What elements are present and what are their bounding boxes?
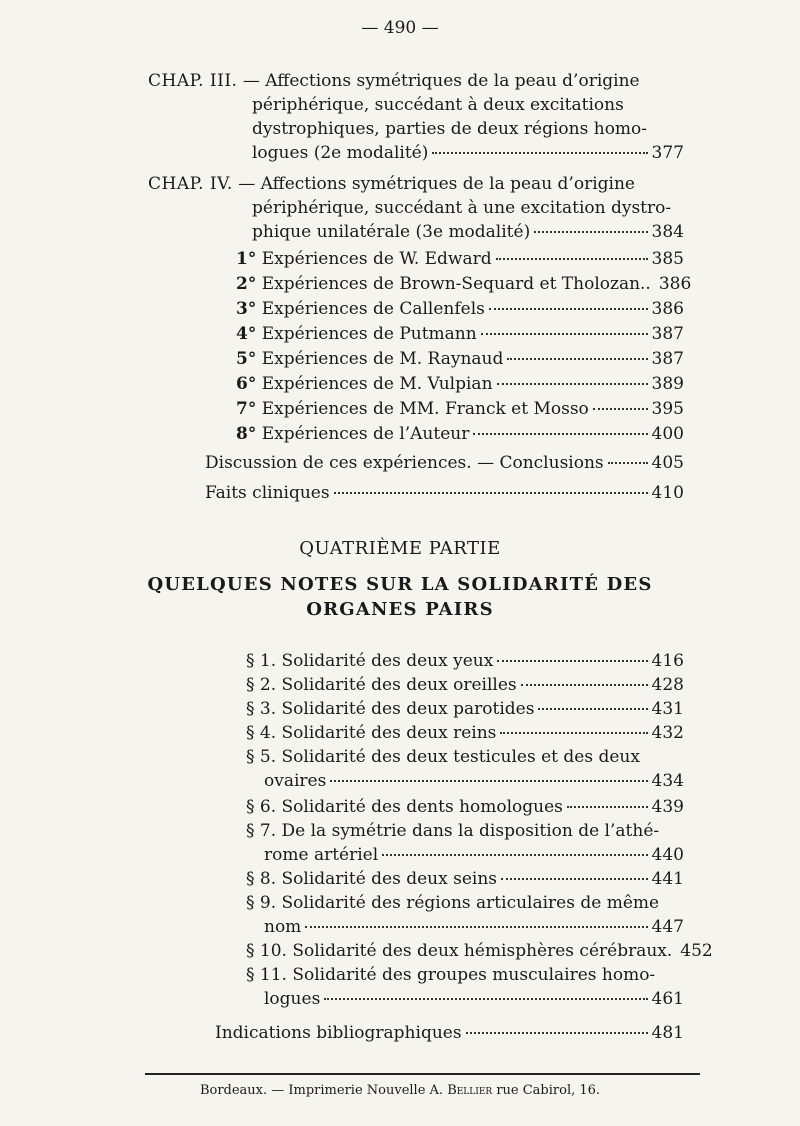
section-row [246, 674, 684, 696]
discussion-row [205, 452, 684, 474]
section-row [264, 770, 684, 792]
experiment-number: 1° [236, 249, 257, 269]
experiment-text: Expériences de MM. Franck et Mosso [261, 399, 589, 419]
leader-dots [432, 151, 647, 154]
section-page: 452 [680, 941, 713, 961]
experiment-number: 6° [236, 374, 257, 394]
experiment-number: 2° [236, 274, 257, 294]
leader-dots [608, 461, 648, 464]
section-row [264, 844, 684, 866]
experiment-page: 387 [651, 349, 684, 369]
leader-dots [567, 805, 648, 808]
footer-printer-name: Bellier [447, 1083, 493, 1098]
experiment-page: 386 [658, 274, 692, 294]
experiment-row [236, 298, 684, 320]
chap3-page: 377 [651, 143, 684, 163]
leader-dots [496, 257, 648, 260]
experiment-text: Expériences de M. Vulpian [261, 374, 493, 394]
section-row [246, 868, 684, 890]
experiment-number: 3° [236, 299, 257, 319]
part-title: QUATRIÈME PARTIE [299, 538, 501, 559]
experiment-number: 4° [236, 324, 257, 344]
experiment-number: 5° [236, 349, 257, 369]
footer-prefix: Bordeaux. — Imprimerie Nouvelle A. [199, 1083, 444, 1098]
section-continuation: logues [264, 989, 321, 1009]
experiment-text: Expériences de M. Raynaud [261, 349, 504, 369]
section-text: § 1. Solidarité des deux yeux [246, 651, 494, 671]
chap3-label: CHAP. III. [148, 71, 238, 91]
leader-dots [489, 307, 648, 310]
page-number: — 490 — [361, 18, 439, 38]
section-page: 432 [651, 723, 684, 743]
leader-dots [500, 731, 647, 734]
experiment-row [236, 398, 684, 420]
section-row [264, 916, 684, 938]
leader-dots [501, 877, 648, 880]
printer-footer [0, 1083, 800, 1098]
biblio-text: Indications bibliographiques [215, 1023, 462, 1043]
biblio-page: 481 [651, 1023, 684, 1043]
section-row [246, 940, 713, 962]
chap3-title-2: périphérique, succédant à deux excitations [252, 95, 624, 115]
leader-dots [382, 853, 647, 856]
experiment-row [236, 273, 692, 295]
chap4-title-2: périphérique, succédant à une excitation dystro- [252, 198, 672, 218]
section-row [246, 722, 684, 744]
section-text: § 4. Solidarité des deux reins [246, 723, 497, 743]
chap4-toc-row [252, 221, 684, 243]
leader-dots [334, 491, 648, 494]
chap3-line-1 [148, 70, 640, 92]
section-continuation: nom [264, 917, 302, 937]
section-page: 431 [651, 699, 684, 719]
section-page: 416 [651, 651, 684, 671]
experiment-text: Expériences de Putmann [261, 324, 477, 344]
experiment-number: 8° [236, 424, 257, 444]
chap3-title-4: logues (2e modalité) [252, 143, 429, 163]
experiment-row [236, 373, 684, 395]
leader-dots [507, 357, 647, 360]
leader-dots [324, 997, 647, 1000]
section-text: § 2. Solidarité des deux oreilles [246, 675, 517, 695]
section-page: 428 [651, 675, 684, 695]
leader-dots [497, 659, 647, 662]
chap4-title-1: — Affections symétriques de la peau d’origine [238, 174, 635, 194]
faits-page: 410 [651, 483, 684, 503]
experiment-row [236, 423, 684, 445]
experiment-page: 385 [651, 249, 684, 269]
experiment-row [236, 323, 684, 345]
chap3-title-3: dystrophiques, parties de deux régions homo- [252, 119, 648, 139]
leader-dots [305, 925, 647, 928]
footer-suffix: rue Cabirol, 16. [496, 1083, 601, 1098]
section-page: 434 [651, 771, 684, 791]
section-text: § 6. Solidarité des dents homologues [246, 797, 563, 817]
section-page: 440 [651, 845, 684, 865]
leader-dots [534, 230, 647, 233]
section-page: 447 [651, 917, 684, 937]
section-text: § 3. Solidarité des deux parotides [246, 699, 535, 719]
leader-dots [497, 382, 648, 385]
section-continuation: ovaires [264, 771, 327, 791]
chap3-toc-row [252, 142, 684, 164]
section-row [246, 796, 684, 818]
section-text: § 7. De la symétrie dans la disposition de l’athé- [246, 821, 660, 841]
chap4-page: 384 [651, 222, 684, 242]
experiment-row [236, 348, 684, 370]
leader-dots [330, 779, 647, 782]
leader-dots [521, 683, 648, 686]
faits-row [205, 482, 684, 504]
section-row [246, 698, 684, 720]
section-row [264, 988, 684, 1010]
section-page: 441 [651, 869, 684, 889]
experiment-text: Expériences de Callenfels [261, 299, 485, 319]
discussion-text: Discussion de ces expériences. — Conclusions [205, 453, 604, 473]
section-text: § 9. Solidarité des régions articulaires de même [246, 893, 660, 913]
chap3-title-1: — Affections symétriques de la peau d’origine [242, 71, 640, 91]
chap4-label: CHAP. IV. [148, 174, 233, 194]
experiment-page: 387 [651, 324, 684, 344]
leader-dots [466, 1031, 648, 1034]
leader-dots [538, 707, 647, 710]
section-text: § 8. Solidarité des deux seins [246, 869, 498, 889]
faits-text: Faits cliniques [205, 483, 330, 503]
section-text: § 11. Solidarité des groupes musculaires homo- [246, 965, 656, 985]
experiment-number: 7° [236, 399, 257, 419]
chap4-line-1 [148, 173, 635, 195]
section-row [246, 650, 684, 672]
experiment-text: Expériences de Brown-Sequard et Tholozan.. [261, 274, 651, 294]
chap4-title-3: phique unilatérale (3e modalité) [252, 222, 531, 242]
section-text: § 5. Solidarité des deux testicules et des deux [246, 747, 640, 767]
part-subtitle-1: QUELQUES NOTES SUR LA SOLIDARITÉ DES [147, 574, 653, 595]
experiment-row [236, 248, 684, 270]
experiment-page: 389 [651, 374, 684, 394]
experiment-page: 400 [651, 424, 684, 444]
section-continuation: rome artériel [264, 845, 379, 865]
section-page: 461 [651, 989, 684, 1009]
experiment-page: 386 [651, 299, 684, 319]
section-text: § 10. Solidarité des deux hémisphères cérébraux. [246, 941, 673, 961]
part-subtitle-2: ORGANES PAIRS [306, 599, 494, 620]
section-page: 439 [651, 797, 684, 817]
discussion-page: 405 [651, 453, 684, 473]
experiment-text: Expériences de W. Edward [261, 249, 492, 269]
leader-dots [593, 407, 648, 410]
footer-rule [145, 1073, 700, 1075]
leader-dots [473, 432, 647, 435]
experiment-text: Expériences de l’Auteur [261, 424, 470, 444]
leader-dots [481, 332, 648, 335]
experiment-page: 395 [651, 399, 684, 419]
biblio-row [215, 1022, 684, 1044]
